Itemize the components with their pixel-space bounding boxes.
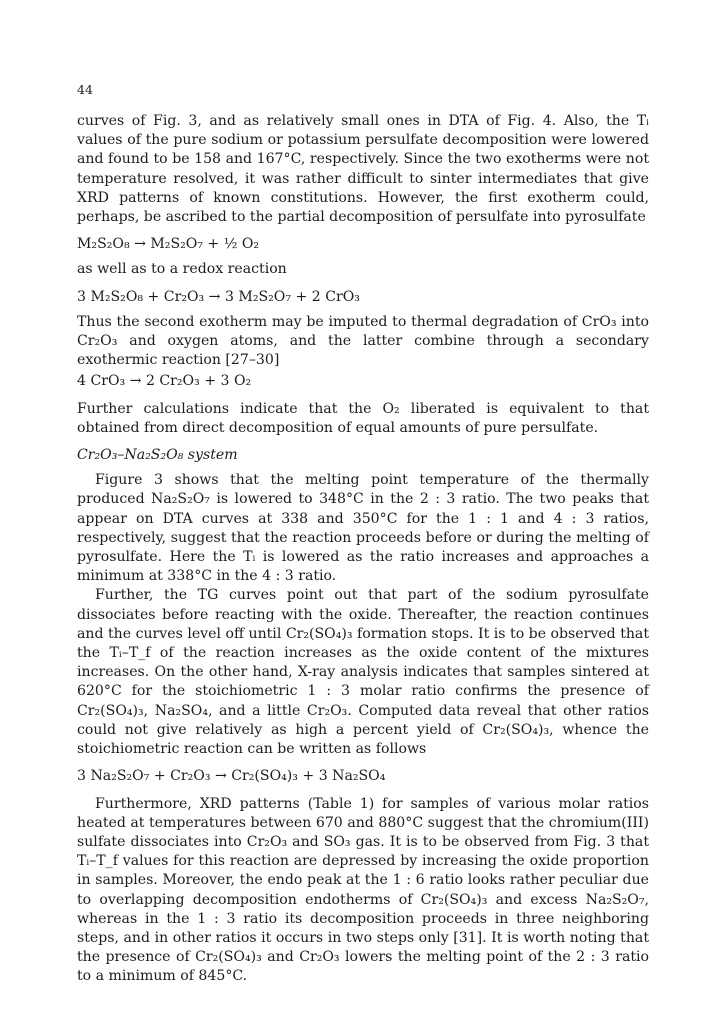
paragraph-6: Further, the TG curves point out that part of the sodium pyrosulfate dissociates before reacting with the oxide. Thereafter, the reaction continues and the curves level off until Cr₂(SO₄)₃ formation stops. It is to be observed that the Tᵢ–T_f of the reaction increases as the oxide content of the mixtures increases. On the other hand, X-ray analysis indicates that samples sintered at 620°C for the stoichiometric 1 : 3 molar ratio confirms the presence of Cr₂(SO₄)₃, Na₂SO₄, and a little Cr₂O₃. Computed data reveal that other ratios could not give relatively as high a percent yield of Cr₂(SO₄)₃, whence the stoichiometric reaction can be written as follows xyxy=(77,587,649,758)
text-column xyxy=(77,112,649,987)
equation-3: 4 CrO₃ → 2 Cr₂O₃ + 3 O₂ xyxy=(77,373,252,390)
equation-2: 3 M₂S₂O₈ + Cr₂O₃ → 3 M₂S₂O₇ + 2 CrO₃ xyxy=(77,288,360,305)
equation-1: M₂S₂O₈ → M₂S₂O₇ + ½ O₂ xyxy=(77,236,260,253)
paragraph-4: Further calculations indicate that the O₂ liberated is equivalent to that obtained from direct decomposition of equal amounts of pure persulfate. xyxy=(77,400,649,436)
equation-4: 3 Na₂S₂O₇ + Cr₂O₃ → Cr₂(SO₄)₃ + 3 Na₂SO₄ xyxy=(77,768,386,785)
page-number: 44 xyxy=(77,82,93,97)
paragraph-2: as well as to a redox reaction xyxy=(77,261,287,278)
paragraph-1: curves of Fig. 3, and as relatively small ones in DTA of Fig. 4. Also, the Tᵢ values of the pure sodium or potassium persulfate decomposition were lowered and found to be 158 and 167°C, respectively. Since the two exotherms were not temperature resolved, it was rather difficult to sinter intermediates that give XRD patterns of known constitutions. However, the first exotherm could, perhaps, be ascribed to the partial decomposition of persulfate into pyrosulfate xyxy=(77,113,649,226)
paragraph-3: Thus the second exotherm may be imputed to thermal degradation of CrO₃ into Cr₂O₃ and oxygen atoms, and the latter combine through a secondary exothermic reaction [27–30] xyxy=(77,313,649,369)
section-heading: Cr₂O₃–Na₂S₂O₈ system xyxy=(77,447,238,464)
paragraph-5: Figure 3 shows that the melting point temperature of the thermally produced Na₂S₂O₇ is lowered to 348°C in the 2 : 3 ratio. The two peaks that appear on DTA curves at 338 and 350°C for the 1 : 1 and 4 : 3 ratios, respectively, suggest that the reaction proceeds before or during the melting of pyrosulfate. Here the Tᵢ is lowered as the ratio increases and approaches a minimum at 338°C in the 4 : 3 ratio. xyxy=(77,472,649,585)
paragraph-7: Furthermore, XRD patterns (Table 1) for samples of various molar ratios heated at temperatures between 670 and 880°C suggest that the chromium(III) sulfate dissociates into Cr₂O₃ and SO₃ gas. It is to be observed from Fig. 3 that Tᵢ–T_f values for this reaction are depressed by increasing the oxide proportion in samples. Moreover, the endo peak at the 1 : 6 ratio looks rather peculiar due to overlapping decomposition endotherms of Cr₂(SO₄)₃ and excess Na₂S₂O₇, whereas in the 1 : 3 ratio its decomposition proceeds in three neighboring steps, and in other ratios it occurs in two steps only [31]. It is worth noting that the presence of Cr₂(SO₄)₃ and Cr₂O₃ lowers the melting point of the 2 : 3 ratio to a minimum of 845°C. xyxy=(77,795,649,985)
